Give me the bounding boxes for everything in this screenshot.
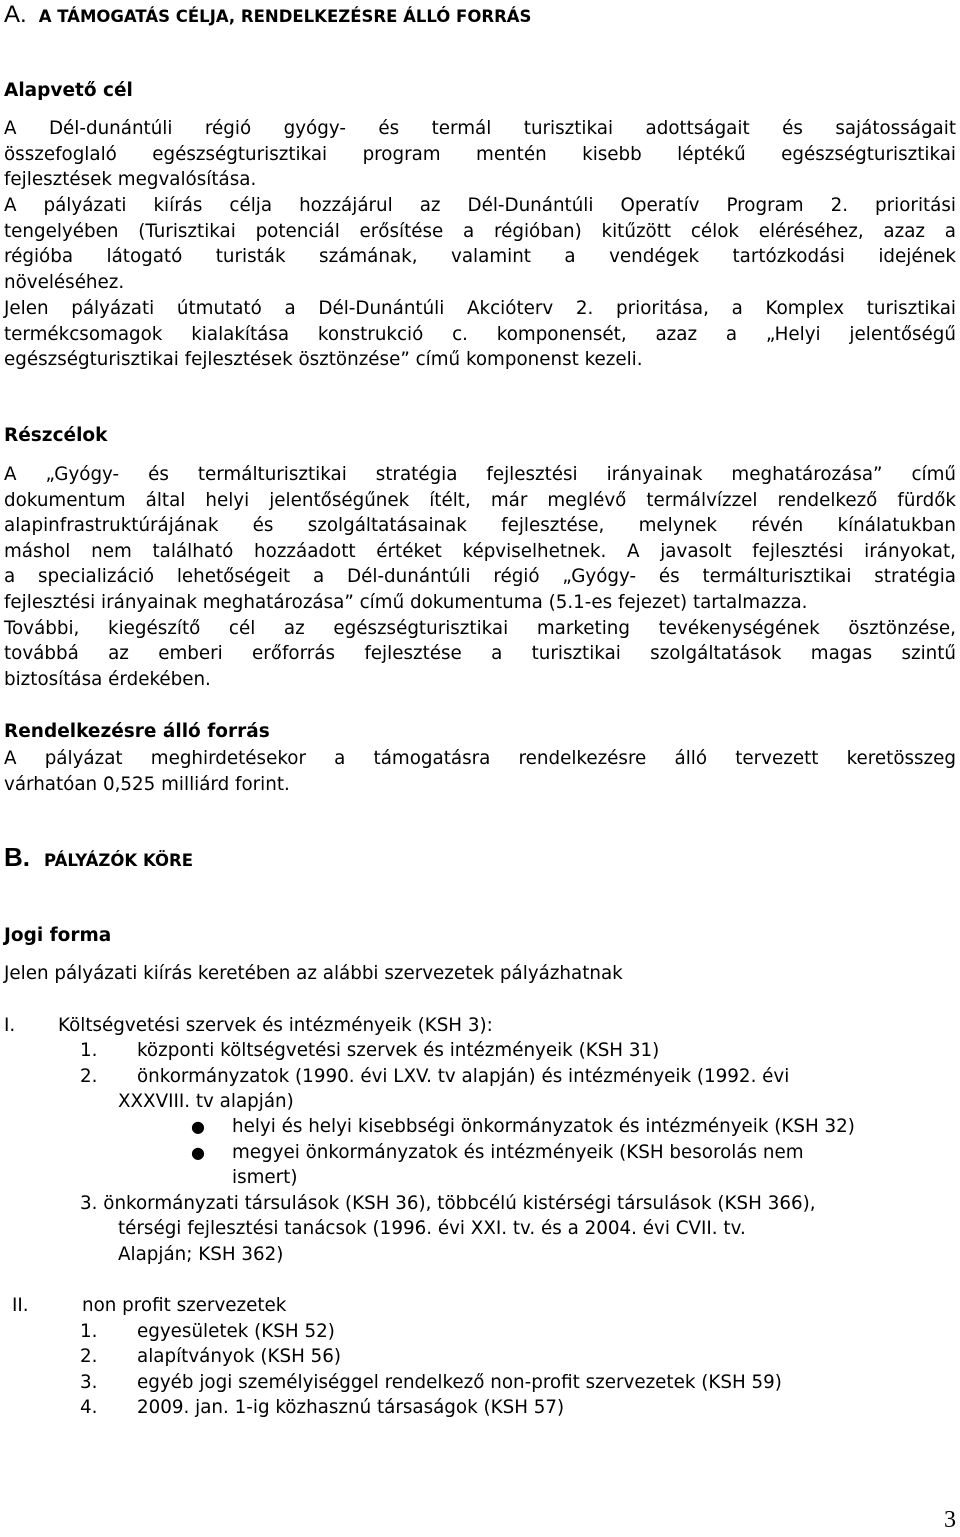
alapveto-paragraph-1 (4, 116, 956, 193)
group-1-item-3-text-cont: térségi fejlesztési tanácsok (1996. évi XXI. tv. és a 2004. évi CVII. tv. (118, 1218, 746, 1239)
text-line: dokumentum által helyi jelentőségűnek ítélt, már meglévő termálvízzel rendelkező fürdők (4, 489, 956, 511)
group-2-item-text: 2009. jan. 1-ig közhasznú társaságok (KSH 57) (137, 1397, 565, 1418)
reszcelok-paragraph (4, 462, 956, 692)
forras-paragraph (4, 746, 956, 797)
group-1-item-2-number: 2. (80, 1066, 98, 1087)
text-line: összefoglaló egészségturisztikai program mentén kisebb léptékű egészségturisztikai (4, 143, 956, 165)
section-b-title: PÁLYÁZÓK KÖRE (44, 851, 193, 870)
text-line: továbbá az emberi erőforrás fejlesztése a turisztikai szolgáltatások magas szintű (4, 643, 956, 665)
bullet-item-1: helyi és helyi kisebbségi önkormányzatok és intézményeik (KSH 32) (232, 1116, 855, 1137)
text-line: biztosítása érdekében. (4, 668, 211, 690)
text-line: Jelen pályázati útmutató a Dél-Dunántúli Akcióterv 2. prioritása, a Komplex turisztikai (4, 298, 956, 319)
reszcelok-heading: Részcélok (4, 425, 108, 446)
group-2-item-number: 2. (80, 1346, 98, 1367)
text-line: egészségturisztikai fejlesztések ösztönzése” című komponenst kezeli. (4, 349, 643, 371)
group-2-item-text: alapítványok (KSH 56) (137, 1346, 342, 1367)
jogi-intro: Jelen pályázati kiírás keretében az alábbi szervezetek pályázhatnak (4, 963, 623, 984)
text-line: A „Gyógy- és termálturisztikai stratégia fejlesztési irányainak meghatározása” című (4, 464, 956, 485)
text-line: fejlesztések megvalósítása. (4, 169, 257, 191)
group-2-label: non profit szervezetek (82, 1295, 287, 1316)
alapveto-cel-heading: Alapvető cél (4, 80, 133, 101)
page-number: 3 (944, 1507, 956, 1533)
alapveto-paragraph-3 (4, 296, 956, 373)
section-b-letter: B. (4, 842, 30, 872)
group-2-item-text: egyesületek (KSH 52) (137, 1321, 335, 1342)
group-1-item-3-text-cont: Alapján; KSH 362) (118, 1244, 284, 1265)
text-line: A pályázati kiírás célja hozzájárul az Dél-Dunántúli Operatív Program 2. prioritási (4, 195, 956, 216)
group-1-item-2-text-cont: XXXVIII. tv alapján) (118, 1091, 294, 1112)
text-line: növeléséhez. (4, 271, 125, 293)
group-2-number: II. (12, 1295, 29, 1316)
text-line: tengelyében (Turisztikai potenciál erősítése a régióban) kitűzött célok eléréséhez, azaz a (4, 220, 956, 242)
group-1-label: Költségvetési szervek és intézményeik (KSH 3): (58, 1015, 493, 1036)
group-1-item-2-text: önkormányzatok (1990. évi LXV. tv alapján) és intézményeik (1992. évi (137, 1066, 790, 1087)
jogi-forma-heading: Jogi forma (4, 925, 112, 946)
text-line: alapinfrastruktúrájának és szolgáltatásainak fejlesztése, melynek révén kínálatukban (4, 515, 956, 537)
group-2-item-number: 4. (80, 1397, 98, 1418)
bullet-item-2-cont: ismert) (232, 1167, 298, 1188)
text-line: fejlesztési irányainak meghatározása” című dokumentuma (5.1-es fejezet) tartalmazza. (4, 591, 808, 613)
group-2-item-text: egyéb jogi személyiséggel rendelkező non-profit szervezetek (KSH 59) (137, 1372, 782, 1393)
group-2-item-number: 3. (80, 1372, 98, 1393)
group-1-item-1-number: 1. (80, 1040, 98, 1061)
group-1-number: I. (4, 1015, 16, 1036)
group-2-item-number: 1. (80, 1321, 98, 1342)
text-line: A Dél-dunántúli régió gyógy- és termál turisztikai adottságait és sajátosságait (4, 118, 956, 139)
section-a-letter: A. (4, 1, 27, 28)
section-a-heading (4, 1, 531, 31)
bullet-dot: ● (191, 1143, 205, 1162)
section-a-title: A TÁMOGATÁS CÉLJA, RENDELKEZÉSRE ÁLLÓ FORRÁS (38, 7, 532, 26)
bullet-dot: ● (191, 1117, 205, 1136)
text-line: a specializáció lehetőségeit a Dél-dunántúli régió „Gyógy- és termálturisztikai stratégia (4, 566, 956, 588)
alapveto-paragraph-2 (4, 193, 956, 295)
bullet-item-2: megyei önkormányzatok és intézményeik (KSH besorolás nem (232, 1142, 804, 1163)
text-line: várhatóan 0,525 milliárd forint. (4, 773, 290, 795)
group-1-item-1-text: központi költségvetési szervek és intézményeik (KSH 31) (137, 1040, 660, 1061)
text-line: termékcsomagok kialakítása konstrukció c. komponensét, azaz a „Helyi jelentőségű (4, 323, 956, 345)
group-1-item-3-text: 3. önkormányzati társulások (KSH 36), többcélú kistérségi társulások (KSH 366), (80, 1193, 816, 1214)
text-line: régióba látogató turisták számának, valamint a vendégek tartózkodási idejének (4, 246, 956, 268)
text-line: máshol nem található hozzáadott értéket képviselhetnek. A javasolt fejlesztési irányokat, (4, 540, 956, 562)
section-b-heading (4, 843, 193, 875)
text-line: További, kiegészítő cél az egészségturisztikai marketing tevékenységének ösztönzése, (4, 617, 956, 639)
forras-heading: Rendelkezésre álló forrás (4, 721, 270, 742)
text-line: A pályázat meghirdetésekor a támogatásra rendelkezésre álló tervezett keretösszeg (4, 748, 956, 769)
